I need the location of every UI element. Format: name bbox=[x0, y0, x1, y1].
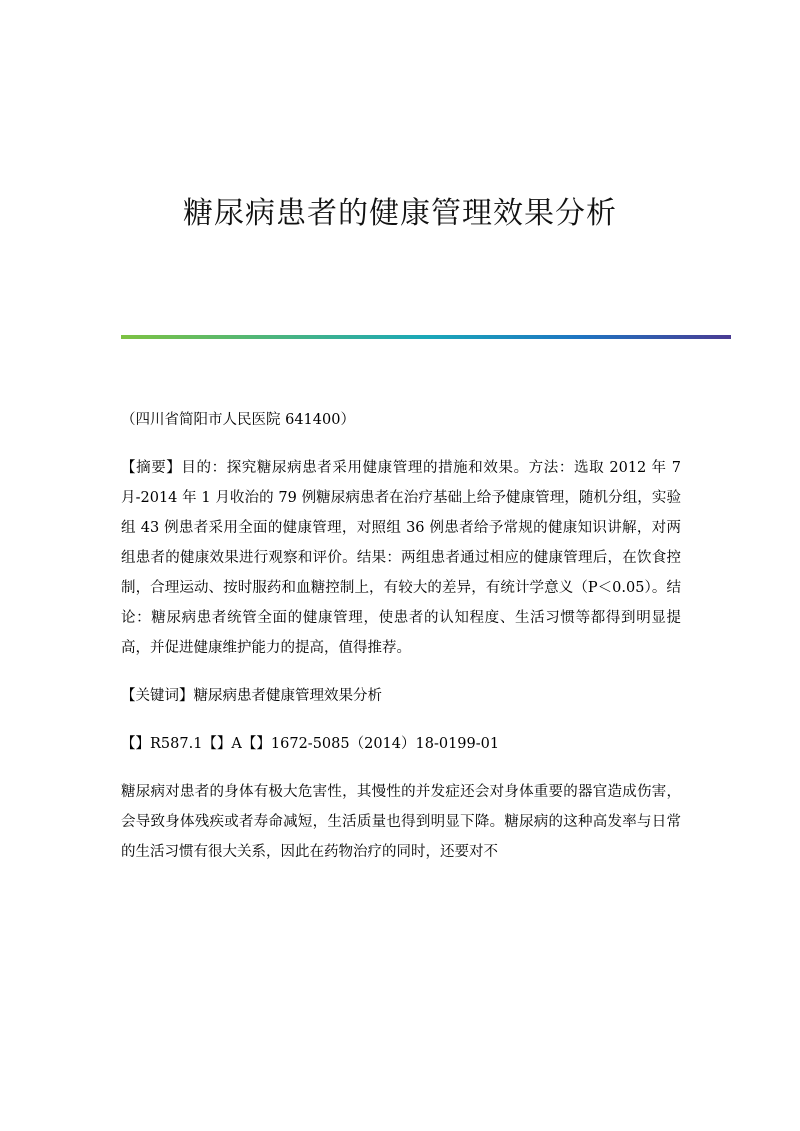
body-paragraph: 糖尿病对患者的身体有极大危害性，其慢性的并发症还会对身体重要的器官造成伤害，会导致身体残疾或者寿命减短，生活质量也得到明显下降。糖尿病的这种高发率与日常的生活习惯有很大关系，因此在药物治疗的同时，还要对不 bbox=[121, 784, 681, 860]
document-body bbox=[121, 405, 681, 867]
abstract-paragraph bbox=[121, 453, 681, 663]
abstract-label: 【摘要】 bbox=[121, 460, 182, 476]
classification-line: 【】R587.1【】A【】1672-5085（2014）18-0199-01 bbox=[121, 736, 500, 752]
affiliation: （四川省简阳市人民医院 641400） bbox=[121, 412, 355, 428]
keywords-label: 【关键词】 bbox=[121, 688, 194, 704]
document-title: 糖尿病患者的健康管理效果分析 bbox=[183, 196, 617, 231]
keywords-text: 糖尿病患者健康管理效果分析 bbox=[193, 688, 382, 704]
keywords-paragraph bbox=[121, 681, 681, 711]
abstract-text: 目的：探究糖尿病患者采用健康管理的措施和效果。方法：选取 2012 年 7 月-2014 年 1 月收治的 79 例糖尿病患者在治疗基础上给予健康管理，随机分组，实验组 43 例患者采用全面的健康管理，对照组 36 例患者给予常规的健康知识讲解，对两组患者的健康效果进行观察和评价。结果：两组患者通过相应的健康管理后，在饮食控制，合理运动、按时服药和血糖控制上，有较大的差异，有统计学意义（P＜0.05）。结论：糖尿病患者统管全面的健康管理，使患者的认知程度、生活习惯等都得到明显提高，并促进健康维护能力的提高，值得推荐。 bbox=[121, 460, 682, 656]
title-divider bbox=[121, 335, 731, 339]
